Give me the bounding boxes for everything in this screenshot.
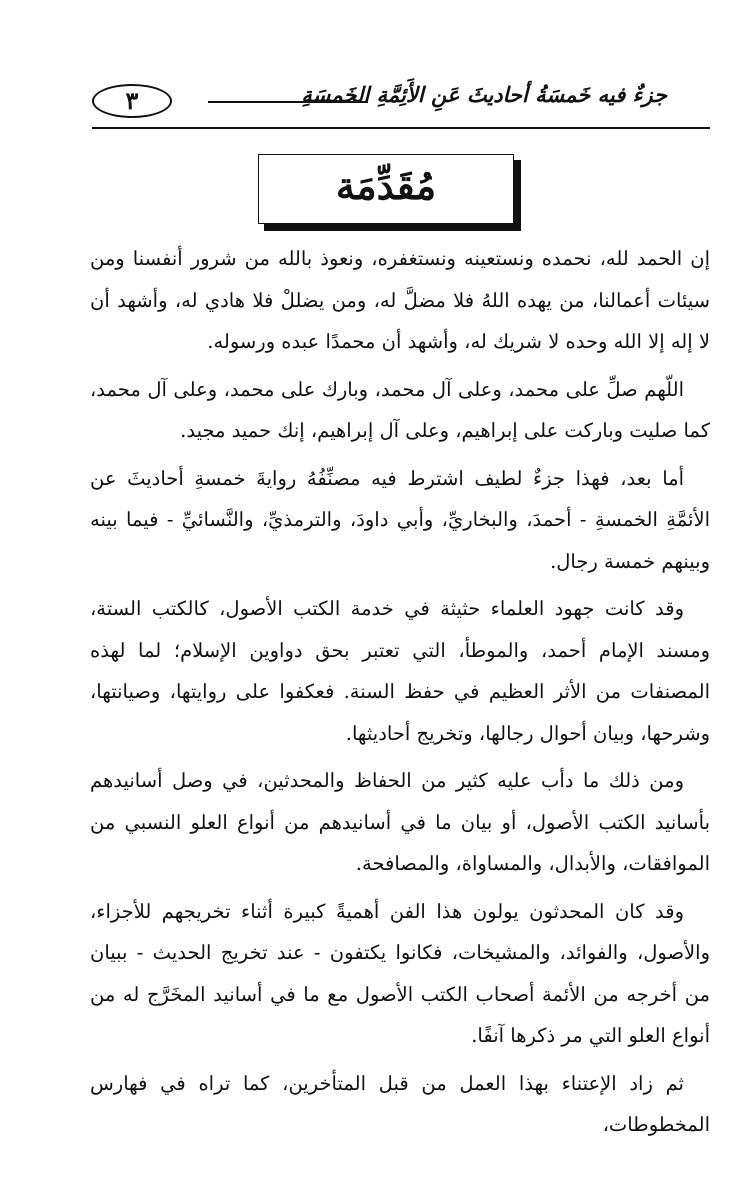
paragraph-1: إن الحمد لله، نحمده ونستعينه ونستغفره، ونعوذ بالله من شرور أنفسنا ومن سيئات أعمالنا، من يهده اللهُ فلا مضلَّ له، ومن يضللْ فلا هادي له، وأشهد أن لا إله إلا الله وحده لا شريك له، وأشهد أن محمدًا عبده ورسوله.	[90, 247, 710, 353]
body-text	[90, 238, 710, 1152]
paragraph-7: ثم زاد الإعتناء بهذا العمل من قبل المتأخرين، كما تراه في فهارس المخطوطات،	[90, 1071, 710, 1136]
section-title-box	[258, 154, 514, 224]
paragraph-4: وقد كانت جهود العلماء حثيثة في خدمة الكتب الأصول، كالكتب الستة، ومسند الإمام أحمد، والموطأ، التي تعتبر بحق دواوين الإسلام؛ لما لهذه المصنفات من الأثر العظيم في حفظ السنة. فعكفوا على روايتها، وصيانتها، وشرحها، وبيان أحوال رجالها، وتخريج أحاديثها.	[90, 597, 710, 745]
header-rule	[92, 127, 710, 129]
paragraph-5: ومن ذلك ما دأب عليه كثير من الحفاظ والمحدثين، في وصل أسانيدهم بأسانيد الكتب الأصول، أو بيان ما في أسانيدهم من أنواع العلو النسبي من الموافقات، والأبدال، والمساواة، والمصافحة.	[90, 769, 710, 875]
title-box-shadow-right	[514, 160, 521, 231]
page-number-oval	[92, 84, 172, 118]
header-dash-line	[208, 101, 368, 103]
section-title: مُقَدِّمَة	[335, 162, 437, 208]
page-number: ٣	[125, 85, 139, 115]
running-title: جزءٌ فيه خَمسَةُ أحاديثَ عَنِ الأَئِمَّةِ الخَمسَةِ	[301, 82, 667, 107]
title-box-shadow-bottom	[264, 224, 521, 231]
paragraph-6: وقد كان المحدثون يولون هذا الفن أهميةً كبيرة أثناء تخريجهم للأجزاء، والأصول، والفوائد، والمشيخات، فكانوا يكتفون - عند تخريج الحديث - ببيان من أخرجه من الأئمة أصحاب الكتب الأصول مع ما في أسانيد المخَرَّج له من أنواع العلو التي مر ذكرها آنفًا.	[90, 899, 710, 1047]
paragraph-3: أما بعد، فهذا جزءٌ لطيف اشترط فيه مصنِّفُهُ روايةَ خمسةِ أحاديثَ عن الأئمَّةِ الخمسةِ - أحمدَ، والبخاريِّ، وأبي داودَ، والترمذيِّ، والنَّسائيِّ - فيما بينه وبينهم خمسة رجال.	[90, 466, 710, 573]
paragraph-2: اللّهم صلِّ على محمد، وعلى آل محمد، وبارك على محمد، وعلى آل محمد، كما صليت وباركت على إبراهيم، وعلى آل إبراهيم، إنك حميد مجيد.	[90, 377, 710, 442]
